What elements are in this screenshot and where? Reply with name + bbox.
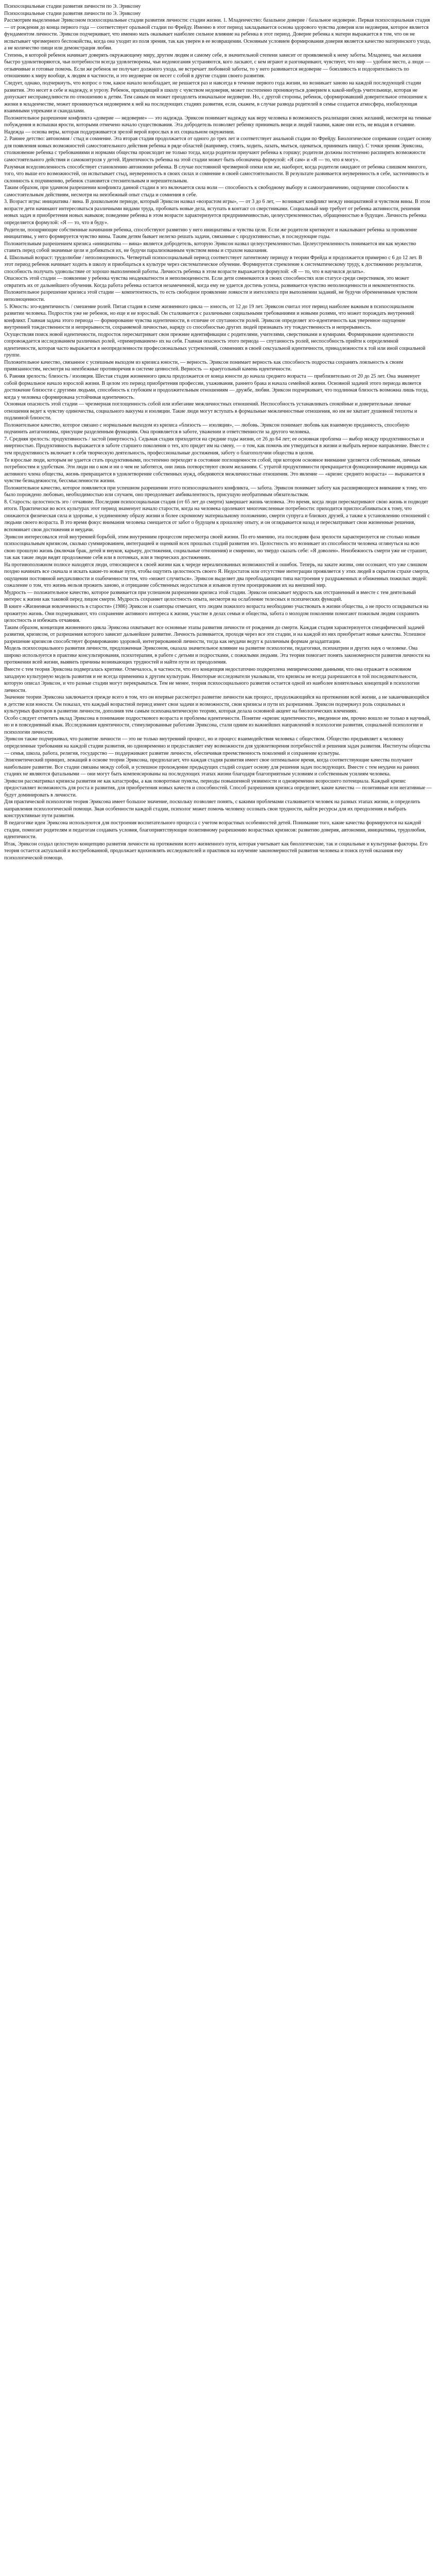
paragraph: Вместе с тем теория Эриксона подвергалась критике. Отмечалось, в частности, что его концепция недостаточно подкреплена эмпирическими данными, что она отражает в основном западную культурную модель развития и не всегда применима к другим культурам. Некоторые исследователи указывали, что кризисы не всегда разрешаются в той последовательности, которую описал Эриксон, и что разные стадии могут перекрываться. Тем не менее, теория психосоциального развития остается одной из наиболее влиятельных концепций в психологии личности. <box>4 666 420 693</box>
paragraph: Положительное качество, связанное с успешным выходом из кризиса юности, — верность. Эриксон понимает верность как способность подростка сохранять лояльность к своим привязанностям, несмотря на неизбежные противоречия в системе ценностей. Верность — краеугольный камень идентичности. <box>4 359 404 372</box>
paragraph: Для практической психологии теория Эриксона имеет большое значение, поскольку позволяет понять, с какими проблемами сталкивается человек на разных этапах жизни, и определить направления психологической помощи. Зная особенности каждой стадии, психолог может помочь человеку осознать свои трудности, найти ресурсы для их преодоления и выбрать конструктивные пути развития. <box>4 799 421 819</box>
paragraph: Осуществляя поиск новой идентичности, подросток пересматривает свои прежние идентификации с родителями, учителями, сверстниками и кумирами. Формирование идентичности сопровождается исследованием различных ролей, «примериванием» их на себя. Главная опасность этого периода — спутанность ролей, неспособность прийти к определенной идентичности, которая часто выражается в неопределенности профессиональных устремлений, сомнениях в своей сексуальной идентичности, принадлежности к той или иной социальной группе. <box>4 331 426 359</box>
document-body <box>4 17 432 861</box>
paragraph: Особо следует отметить вклад Эриксона в понимание подросткового возраста и проблемы идентичности. Понятие «кризис идентичности», введенное им, прочно вошло не только в научный, но и в повседневный язык. Исследования идентичности, стимулированные работами Эриксона, стали одним из важнейших направлений в психологии развития, социальной психологии и психологии личности. <box>4 715 431 735</box>
paragraph: 3. Возраст игры: инициатива / вина. В дошкольном периоде, который Эриксон назвал «возрастом игры», — от 3 до 6 лет, — возникает конфликт между инициативой и чувством вины. В этом возрасте дети начинают интересоваться различными видами труда, пробовать новые дела, вступать в контакт со сверстниками. Социальный мир требует от ребенка активности, решения новых задач и приобретения новых навыков; поведение ребенка в этом возрасте характеризуется предприимчивостью, целеустремленностью, обращенностью в будущее. Личность ребенка определяется формулой: «Я — то, что я буду». <box>4 199 430 226</box>
paragraph: Эпигенетический принцип, лежащий в основе теории Эриксона, предполагает, что каждая стадия развития имеет свое оптимальное время, когда соответствующие качества получают наибольшее развитие. Все стадии связаны между собой, и успешное прохождение предыдущих стадий создает основу для решения задач последующих. Вместе с тем неудачи на ранних стадиях не являются фатальными — они могут быть компенсированы на последующих этапах жизни благодаря благоприятным условиям и собственным усилиям человека. <box>4 757 420 777</box>
paragraph: 6. Ранняя зрелость: близость / изоляция. Шестая стадия жизненного цикла продолжается от конца юности до начала среднего возраста — приблизительно от 20 до 25 лет. Она знаменует собой формальное начало взрослой жизни. В целом это период приобретения профессии, ухаживания, раннего брака и начала семейной жизни. Основной задачей этого периода является достижение близости с другими людьми, способность к глубоким и продолжительным отношениям — дружбе, любви. Эриксон подчеркивает, что подлинная близость возможна лишь тогда, когда у человека сформирована устойчивая идентичность. <box>4 373 429 400</box>
paragraph: Следует, однако, подчеркнуть, что вопрос о том, какое начало возобладает, не решается раз и навсегда в течение первого года жизни, но возникает заново на каждой последующей стадии развития. Это несет в себе и надежду, и угрозу. Ребенок, приходящий в школу с чувством недоверия, может постепенно проникнуться доверием к какой-нибудь учительнице, которая не допускает несправедливости по отношению к детям. Тем самым он может преодолеть изначальное недоверие. Но, с другой стороны, ребенок, сформировавший доверительное отношение к жизни в младенчестве, может проникнуться недоверием к ней на последующих стадиях развития, если, скажем, в случае развода родителей в семье создается атмосфера, изобилующая взаимными упреками и скандалами. <box>4 80 427 114</box>
paragraph: Таким образом, при удачном разрешении конфликта данной стадии в эго включается сила воли — способность к свободному выбору и самоограничению, ощущение способности к самостоятельным действиям, несмотря на неизбежный опыт стыда и сомнения в себе. <box>4 185 409 198</box>
paragraph: Мудрость — положительное качество, которое развивается при успешном разрешении кризиса этой стадии. Эриксон описывает мудрость как отстраненный и вместе с тем деятельный интерес к жизни как таковой перед лицом смерти. Мудрость сохраняет целостность опыта, несмотря на ослабление телесных и психических функций. <box>4 589 416 603</box>
paragraph: На противоположном полюсе находятся люди, относящиеся к своей жизни как к череде нереализованных возможностей и ошибок. Теперь, на закате жизни, они осознают, что уже слишком поздно начинать все сначала и искать какие-то новые пути, чтобы ощутить целостность своего Я. Недостаток или отсутствие интеграции проявляется у этих людей в скрытом страхе смерти, ощущении постоянной неудачливости и озабоченности тем, что «может случиться». Эриксон выделяет два преобладающих типа настроения у раздраженных и обиженных пожилых людей: сожаление о том, что жизнь нельзя прожить заново, и отрицание собственных недостатков и изъянов путем проецирования их на внешний мир. <box>4 562 430 589</box>
paragraph: Эриксон рассматривал кризисы развития не как катастрофы, а как поворотные пункты, периоды повышенной уязвимости и одновременно возросшего потенциала. Каждый кризис предоставляет возможность для роста и развития, для приобретения новых качеств и способностей. Способ разрешения кризиса определяет, какие качества — позитивные или негативные — будут доминировать в личности. <box>4 778 432 798</box>
paragraph: Разумная вседозволенность способствует становлению автономии ребенка. В случае постоянной чрезмерной опеки или же, наоборот, когда родители ожидают от ребенка слишком многого, того, что выше его возможностей, он испытывает стыд, неуверенность в своих силах и сомнение в своей самостоятельности. В результате развивается неуверенность в себе, застенчивость и склонность к подчинению, ребенок становится стеснительным и нерешительным. <box>4 164 429 184</box>
paragraph: Рассмотрим выделенные Эриксоном психосоциальные стадии развития личности: стадии жизни. 1. Младенчество: базальное доверие / базальное недоверие. Первая психосоциальная стадия — от рождения до конца первого года — соответствует оральной стадии по Фрейду. Именно в этот период закладывается основа здорового чувства доверия или недоверия, которое является фундаментом личности. Эриксон подчеркивает, что именно мать оказывает наиболее сильное влияние на ребенка в этот период. Доверие ребенка к матери выражается в том, что он не испытывает чрезмерного беспокойства, когда она уходит из поля зрения, так как уверен в ее возвращении. Основным условием формирования доверия является качество материнского ухода, а не количество пищи или демонстрация любви. <box>4 18 431 52</box>
paragraph: Степень, в которой ребенок начинает доверять окружающему миру, другим людям и самому себе, в значительной степени зависит от проявляемой к нему заботы. Младенец, чьи желания быстро удовлетворяются, чьи потребности всегда удовлетворены, чьи недомогания устраняются, кого ласкают, с кем играют и разговаривают, чувствует, что мир — удобное место, а люди — отзывчивые и готовые помочь. Если же ребенок не получает должного ухода, не встречает любовной заботы, то у него развивается недоверие — боязливость и подозрительность по отношению к миру вообще, к людям в частности, и это недоверие он несет с собой в другие стадии своего развития. <box>4 52 430 79</box>
paragraph: В педагогике идеи Эриксона используются для построения воспитательного процесса с учетом возрастных особенностей детей. Понимание того, какие качества формируются на каждой стадии, помогает родителям и педагогам создавать условия, благоприятствующие позитивному разрешению возрастных кризисов: развитию доверия, автономии, инициативы, трудолюбия, идентичности. <box>4 820 426 840</box>
paragraph: Эриксон интересовался этой внутренней борьбой, этим внутренним процессом пересмотра своей жизни. По его мнению, эта последняя фаза зрелости характеризуется не столько новым психосоциальным кризисом, сколько суммированием, интеграцией и оценкой всех прошлых стадий развития эго. Целостность эго возникает из способности человека оглянуться на всю свою прошлую жизнь (включая брак, детей и внуков, карьеру, достижения, социальные отношения) и смиренно, но твердо сказать себе: «Я доволен». Неизбежность смерти уже не страшит, так как такие люди видят продолжение себя или в потомках, или в творческих достижениях. <box>4 534 427 561</box>
document-subtitle: Психосоциальные стадии развития личности по Э. Эриксону <box>4 10 141 16</box>
paragraph: 8. Старость: целостность эго / отчаяние. Последняя психосоциальная стадия (от 65 лет до смерти) завершает жизнь человека. Это время, когда люди пересматривают свою жизнь и подводят итоги. Практически во всех культурах этот период знаменует начало старости, когда на человека одолевают многочисленные потребности: приходится приспосабливаться к тому, что снижаются физическая сила и здоровье, к уединенному образу жизни и более скромному материальному положению, смерти супруга и близких друзей, а также к установлению отношений с людьми своего возраста. В это время фокус внимания человека смещается от забот о будущем к прошлому опыту, и он оглядывается назад и пересматривает свои жизненные решения, вспоминает свои достижения и неудачи. <box>4 499 430 533</box>
paragraph: 2. Раннее детство: автономия / стыд и сомнение. Эта вторая стадия продолжается от одного до трех лет и соответствует анальной стадии по Фрейду. Биологическое созревание создает основу для появления новых возможностей самостоятельного действия ребенка в ряде областей (например, стоять, ходить, лазать, мыться, одеваться, принимать пищу). С точки зрения Эриксона, столкновение ребенка с требованиями и нормами общества происходит не только тогда, когда родители приучают ребенка к горшку; родители должны постепенно расширять возможности самостоятельного действия и самоконтроля у детей. Идентичность ребенка на этой стадии может быть обозначена формулой: «Я сам» и «Я — то, что я могу». <box>4 136 432 163</box>
paragraph: Итак, Эриксон создал целостную концепцию развития личности на протяжении всего жизненного пути, которая учитывает как биологические, так и социальные и культурные факторы. Его теория остается актуальной и востребованной, продолжает вдохновлять исследователей и практиков на изучение закономерностей развития человека и поиск путей оказания ему психологической помощи. <box>4 841 428 861</box>
paragraph: Положительным разрешением кризиса «инициатива — вина» является добродетель, которую Эриксон назвал целеустремленностью. Целеустремленность понимается им как мужество ставить перед собой значимые цели и добиваться их, не будучи парализованным чувством вины и страхом наказания. <box>4 241 416 254</box>
paragraph: Опасность этой стадии — появление у ребенка чувства неадекватности и неполноценности. Если дети сомневаются в своих способностях или статусе среди сверстников, это может отвратить их от дальнейшего обучения. Когда работа ребенка остается незамеченной, когда ему не удается достичь успеха, развивается чувство неполноценности и некомпетентности. Положительное разрешение кризиса этой стадии — компетентность, то есть свободное проявление ловкости и интеллекта при выполнении заданий, не будучи обремененным чувством неполноценности. <box>4 276 417 302</box>
paragraph: 4. Школьный возраст: трудолюбие / неполноценность. Четвертый психосоциальный период соответствует латентному периоду в теории Фрейда и продолжается примерно с 6 до 12 лет. В этот период ребенок начинает ходить в школу и приобщаться к культуре через систематическое обучение. Формируется стремление к систематическому труду, к достижению результатов, способность получать удовольствие от хорошо выполненной работы. Личность ребенка в этом возрасте выражается формулой: «Я — то, что я научился делать». <box>4 255 423 275</box>
paragraph: В книге «Жизненная вовлеченность в старости» (1986) Эриксон и соавторы отмечают, что людям пожилого возраста необходимо участвовать в жизни общества, а не просто оглядываться на прожитую жизнь. Они подчеркивают, что сохранение активного интереса к жизни, участие в делах семьи и общества, забота о молодом поколении помогают пожилым людям сохранить целостность и избежать отчаяния. <box>4 604 429 624</box>
paragraph: Основная опасность этой стадии — чрезмерная поглощенность собой или избегание межличностных отношений. Неспособность устанавливать спокойные и доверительные личные отношения ведет к чувству одиночества, социального вакуума и изоляции. Такие люди могут вступать в формальные межличностные отношения, но им не хватает душевной теплоты и подлинной близости. <box>4 401 417 421</box>
paragraph: Эриксон также подчеркивал, что развитие личности — это не только внутренний процесс, но и процесс взаимодействия человека с обществом. Общество предъявляет к человеку определенные требования на каждой стадии развития, но одновременно и предоставляет ему возможности для удовлетворения потребностей и решения задач развития. Институты общества — семья, школа, работа, религия, государство — поддерживают развитие личности, обеспечивая преемственность поколений и сохранение культуры. <box>4 736 430 756</box>
paragraph: Те взрослые люди, которым не удается стать продуктивными, постепенно переходят в состояние поглощенности собой, при котором основное внимание уделяется собственным, личным потребностям и удобствам. Эти люди ни о ком и ни о чем не заботятся, они лишь потворствуют своим желаниям. С утратой продуктивности прекращается функционирование индивида как активного члена общества, жизнь превращается в удовлетворение собственных нужд, обедняются межличностные отношения. Это явление — «кризис среднего возраста» — выражается в чувстве безнадежности, бессмысленности жизни. <box>4 457 427 484</box>
paragraph: Значение теории Эриксона заключается прежде всего в том, что он впервые рассмотрел развитие личности как процесс, продолжающийся на протяжении всей жизни, а не заканчивающийся в детстве или юности. Он показал, что каждый возрастной период имеет свои задачи и возможности, свои кризисы и пути их разрешения. Эриксон подчеркнул роль социальных и культурных факторов в развитии личности, дополнив тем самым психоаналитическую теорию, которая делала основной акцент на биологических влечениях. <box>4 694 429 715</box>
paragraph: 7. Средняя зрелость: продуктивность / застой (инертность). Седьмая стадия приходится на средние годы жизни, от 26 до 64 лет; ее основная проблема — выбор между продуктивностью и инертностью. Продуктивность выражается в заботе старшего поколения о тех, кто придет им на смену, — о том, как помочь им утвердиться в жизни и выбрать верное направление. Вместе с тем продуктивность включает в себя творческую деятельность, профессиональные достижения, заботу о благополучии общества в целом. <box>4 436 429 456</box>
paragraph: Положительное качество, которое появляется при успешном разрешении этого психосоциального конфликта, — забота. Эриксон понимает заботу как расширяющееся внимание к тому, что было порождено любовью, необходимостью или случаем, оно преодолевает амбивалентность, присущую необратимым обязательствам. <box>4 485 427 498</box>
paragraph: Положительное качество, которое связано с нормальным выходом из кризиса «близость — изоляция», — любовь. Эриксон понимает любовь как взаимную преданность, способную подчинить антагонизмы, присущие разделенным функциям. Она проявляется в заботе, уважении и ответственности за другого человека. <box>4 422 410 435</box>
paragraph: Модель психосоциального развития личности, предложенная Эриксоном, оказала значительное влияние на развитие психологии, педагогики, психиатрии и других наук о человеке. Она широко используется в практике консультирования, психотерапии, в работе с детьми и подростками, с пожилыми людьми. Эта теория помогает понять закономерности развития личности на протяжении всей жизни, выявить причины возникающих трудностей и найти пути их преодоления. <box>4 646 430 666</box>
paragraph: 5. Юность: эго-идентичность / смешение ролей. Пятая стадия в схеме жизненного цикла — юность, от 12 до 19 лет. Эриксон считал этот период наиболее важным в психосоциальном развитии человека. Подросток уже не ребенок, но еще и не взрослый. Он сталкивается с различными социальными требованиями и новыми ролями, что может порождать внутренний конфликт. Главная задача этого периода — формирование чувства идентичности, в отличие от спутанности ролей. Эриксон определяет эго-идентичность как уверенное ощущение внутренней тождественности и непрерывности, сохраняемой личностью, наряду со способностью других людей признавать эту тождественность и непрерывность. <box>4 303 414 331</box>
document-title: Психосоциальные стадии развития личности по Э. Эриксону <box>4 4 141 9</box>
paragraph: Родители, поощряющие собственные начинания ребенка, способствуют развитию у него инициативы и чувства цели. Если же родители критикуют и наказывают ребенка за проявление инициативы, у него формируется чувство вины. Таким детям бывает нелегко решать задачи, связанные с продуктивностью, в последующие годы. <box>4 227 417 240</box>
paragraph: Положительное разрешение конфликта «доверие — недоверие» — это надежда. Эриксон понимает надежду как веру человека в возможность реализации своих желаний, несмотря на темные побуждения и вспышки ярости, которыми отмечено начало существования. Эта добродетель позволяет ребенку принимать вещи и людей такими, какие они есть, не впадая в отчаяние. Надежда — основа веры, которая поддерживается зрелой верой взрослых в их социальном окружении. <box>4 115 431 135</box>
paragraph: Таким образом, концепция жизненного цикла Эриксона охватывает все основные этапы развития личности от рождения до смерти. Каждая стадия характеризуется специфической задачей развития, кризисом, от разрешения которого зависит дальнейшее развитие. Личность развивается, проходя через все эти стадии, и на каждой из них приобретает новые качества. Успешное разрешение кризисов способствует формированию здоровой, интегрированной личности, тогда как неудачи ведут к различным формам дезадаптации. <box>4 624 426 645</box>
